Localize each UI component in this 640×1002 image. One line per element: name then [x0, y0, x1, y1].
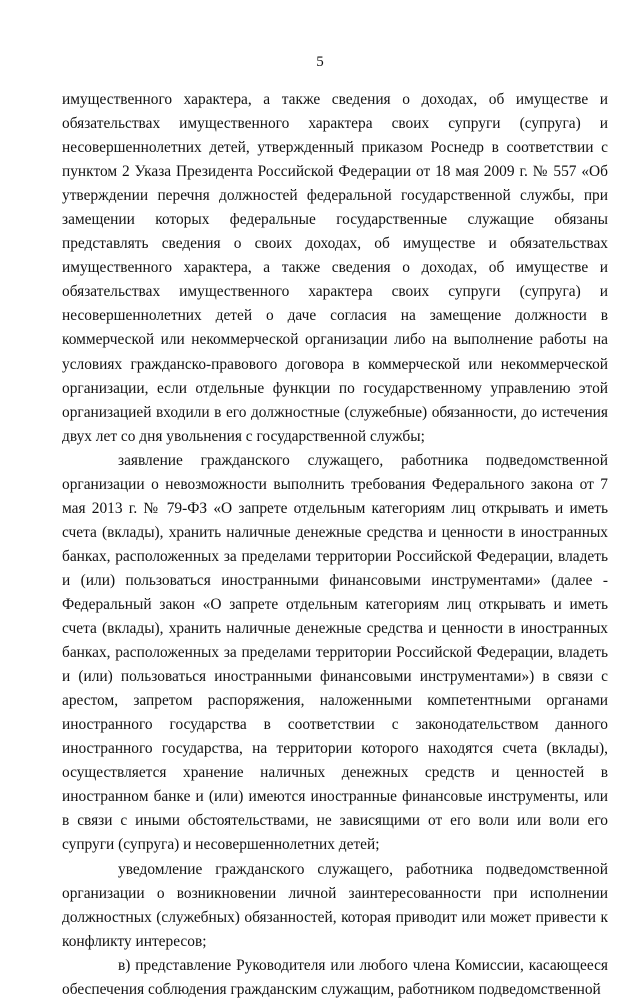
document-body: [62, 88, 608, 1002]
paragraph-application-accounts: заявление гражданского служащего, работника подведомственной организации о невозможности выполнить требования Федерального закона от 7 мая 2013 г. № 79-ФЗ «О запрете отдельным категориям лиц открывать и иметь счета (вклады), хранить наличные денежные средства и ценности в иностранных банках, расположенных за пределами территории Российской Федерации, владеть и (или) пользоваться иностранными финансовыми инструментами» (далее - Федеральный закон «О запрете отдельным категориям лиц открывать и иметь счета (вклады), хранить наличные денежные средства и ценности в иностранных банках, расположенных за пределами территории Российской Федерации, владеть и (или) пользоваться иностранными финансовыми инструментами») в связи с арестом, запретом распоряжения, наложенными компетентными органами иностранного государства в соответствии с законодательством данного иностранного государства, на территории которого находятся счета (вклады), осуществляется хранение наличных денежных средств и ценностей в иностранном банке и (или) имеются иностранные финансовые инструменты, или в связи с иными обстоятельствами, не зависящими от его воли или воли его супруги (супруга) и несовершеннолетних детей;: [62, 451, 608, 854]
page-number: 5: [316, 54, 324, 70]
paragraph-notification-conflict: уведомление гражданского служащего, работника подведомственной организации о возникновении личной заинтересованности при исполнении должностных (служебных) обязанностей, которая приводит или может привести к конфликту интересов;: [62, 860, 608, 950]
paragraph-continuation: имущественного характера, а также сведения о доходах, об имуществе и обязательствах имущественного характера своих супруги (супруга) и несовершеннолетних детей, утвержденный приказом Роснедр в соответствии с пунктом 2 Указа Президента Российской Федерации от 18 мая 2009 г. № 557 «Об утверждении перечня должностей федеральной государственной службы, при замещении которых федеральные государственные служащие обязаны представлять сведения о своих доходах, об имуществе и обязательствах имущественного характера, а также сведения о доходах, об имуществе и обязательствах имущественного характера своих супруги (супруга) и несовершеннолетних детей о даче согласия на замещение должности в коммерческой или некоммерческой организации либо на выполнение работы на условиях гражданско-правового договора в коммерческой или некоммерческой организации, если отдельные функции по государственному управлению этой организацией входили в его должностные (служебные) обязанности, до истечения двух лет со дня увольнения с государственной службы;: [62, 91, 608, 445]
paragraph-item-v: в) представление Руководителя или любого члена Комиссии, касающееся обеспечения соблюдения гражданским служащим, работником подведомственной: [62, 956, 608, 998]
